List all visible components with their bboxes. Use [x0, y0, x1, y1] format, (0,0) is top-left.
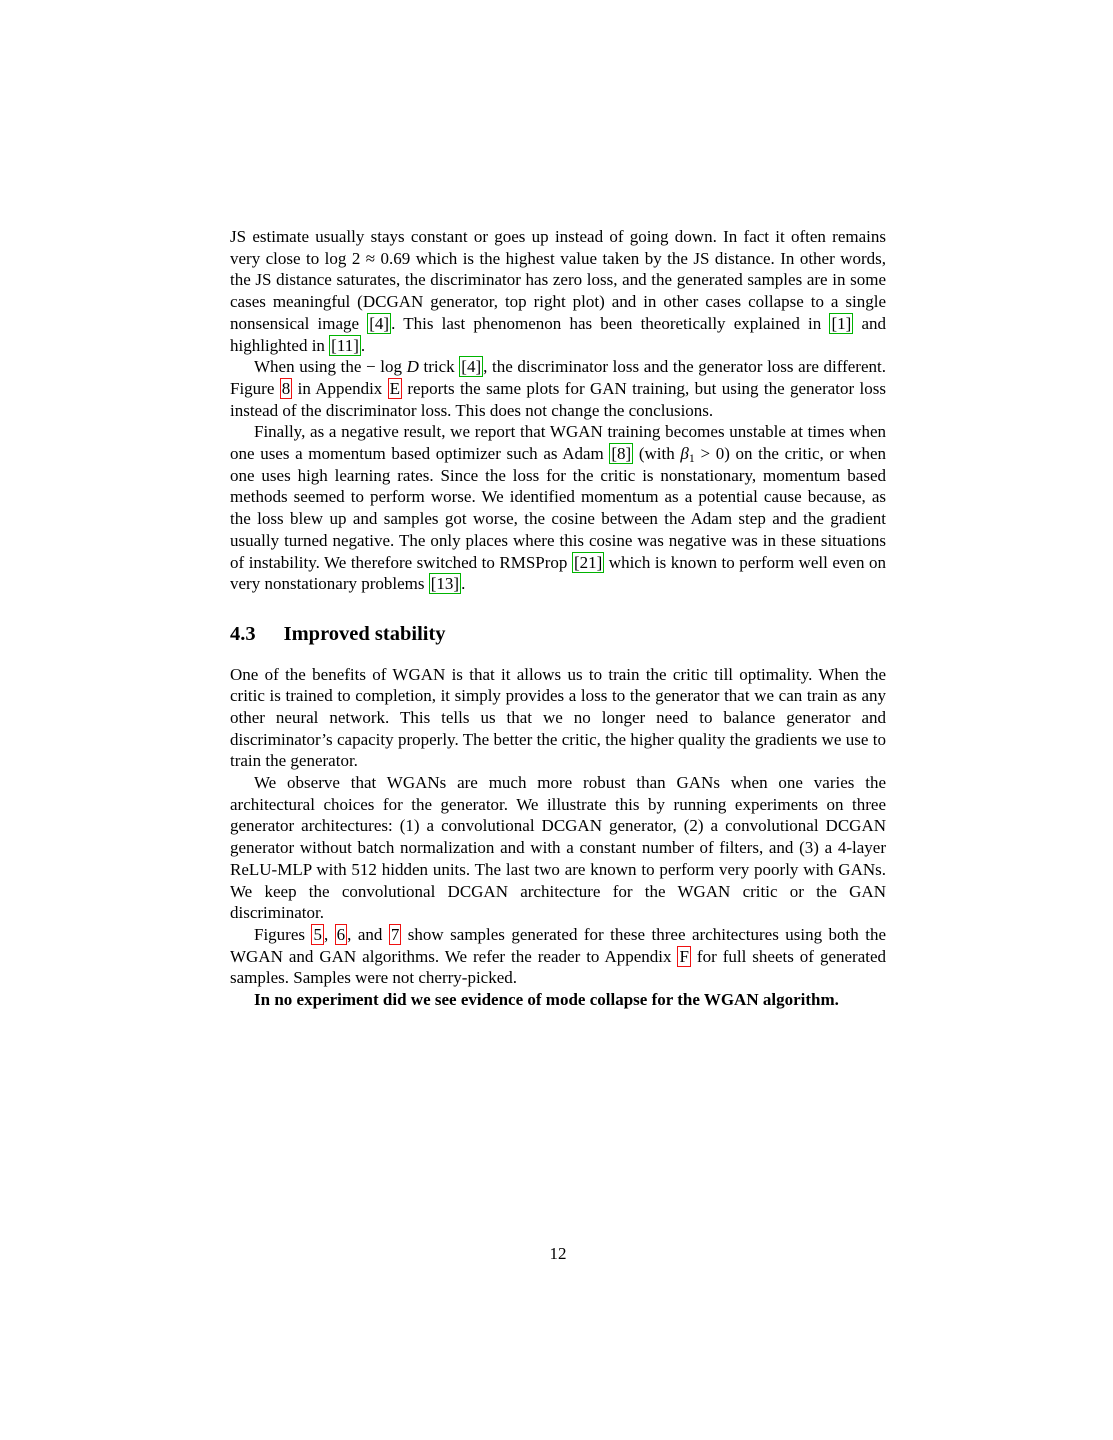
citation-link[interactable]: [4]	[369, 313, 390, 333]
paragraph	[230, 772, 886, 924]
paragraph	[230, 989, 886, 1011]
figure-ref-link[interactable]: F	[679, 946, 689, 966]
text-segment: reports the same plots for GAN training, but using the generator loss instead of the discriminator loss. This does not change the conclusions.	[230, 378, 887, 420]
text-segment: In no experiment did we see evidence of mode collapse for the WGAN algorithm.	[254, 990, 839, 1010]
page-number: 12	[549, 1244, 567, 1263]
text-segment: D	[406, 357, 419, 377]
figure-ref-link[interactable]: 7	[390, 924, 400, 944]
text-segment: trick	[418, 357, 460, 377]
text-segment: 1	[688, 451, 695, 465]
citation-link[interactable]: [21]	[573, 552, 603, 572]
text-segment: .	[360, 335, 366, 355]
figure-ref-link[interactable]: 6	[336, 924, 346, 944]
text-segment: show samples generated for these three architectures using both the WGAN and GAN algorithms. We refer the reader to Appendix	[230, 924, 886, 966]
text-segment: Finally, as a negative result, we report that WGAN training becomes unstable at times when one uses a momentum based optimizer such as Adam	[230, 422, 886, 464]
text-segment: , the discriminator loss and the generator loss are different. Figure	[230, 357, 886, 398]
citation-link[interactable]: [13]	[430, 574, 460, 594]
text-segment: in Appendix	[292, 378, 388, 398]
text-segment: (with	[633, 444, 681, 464]
text-segment: which is known to perform well even on very nonstationary problems	[230, 552, 887, 594]
text-segment: When using the − log	[254, 357, 407, 377]
citation-link[interactable]: [1]	[831, 313, 852, 333]
text-segment: . This last phenomenon has been theoretically explained in	[391, 313, 830, 333]
text-segment: for full sheets of generated samples. Samples were not cherry-picked.	[230, 946, 887, 988]
text-segment: .	[461, 574, 466, 594]
text-segment: > 0) on the critic, or when one uses high learning rates. Since the loss for the critic is nonstationary, momentum based methods seemed to perform worse. We identified momentum as a potential cause because, as the loss blew up and samples got worse, the cosine between the Adam step and the gradient usually turned negative. The only places where this cosine was negative was in these situations of instability. We therefore switched to RMSProp	[230, 444, 887, 572]
figure-ref-link[interactable]: E	[389, 378, 401, 398]
citation-link[interactable]: [11]	[331, 335, 359, 355]
document-body	[230, 226, 886, 1011]
paragraph	[230, 924, 886, 989]
paragraph	[230, 421, 886, 595]
section-heading	[230, 622, 886, 647]
text-segment: We observe that WGANs are much more robust than GANs when one varies the architectural choices for the generator. We illustrate this by running experiments on three generator architectures: (1) a convolutional DCGAN generator, (2) a convolutional DCGAN generator without batch normalization and with a constant number of filters, and (3) a 4-layer ReLU-MLP with 512 hidden units. The last two are known to perform very poorly with GANs. We keep the convolutional DCGAN architecture for the WGAN critic or the GAN discriminator.	[230, 773, 886, 923]
paragraph	[230, 226, 886, 356]
text-segment: One of the benefits of WGAN is that it allows us to train the critic till optimality. When the critic is trained to completion, it simply provides a loss to the generator that we can train as any other neural network. This tells us that we no longer need to balance generator and discriminator’s capacity properly. The better the critic, the higher quality the gradients we use to train the generator.	[230, 664, 886, 771]
section-number: 4.3	[230, 622, 256, 645]
citation-link[interactable]: [8]	[611, 444, 632, 464]
section-title: Improved stability	[283, 622, 446, 645]
text-segment: Figures	[254, 924, 312, 944]
page-footer	[230, 1244, 886, 1264]
citation-link[interactable]: [4]	[461, 357, 482, 377]
paragraph	[230, 664, 886, 773]
figure-ref-link[interactable]: 5	[313, 924, 322, 944]
figure-ref-link[interactable]: 8	[281, 378, 291, 398]
text-segment: ,	[323, 924, 335, 944]
text-segment: JS estimate usually stays constant or goes up instead of going down. In fact it often remains very close to log 2 ≈ 0.69 which is the highest value taken by the JS distance. In other words, the JS distance saturates, the discriminator has zero loss, and the generated samples are in some cases meaningful (DCGAN generator, top right plot) and in other cases collapse to a single nonsensical image	[230, 227, 886, 333]
text-segment: , and	[347, 924, 389, 944]
text-segment: and highlighted in	[230, 313, 887, 355]
text-segment: β	[680, 444, 689, 464]
paragraph	[230, 356, 886, 421]
